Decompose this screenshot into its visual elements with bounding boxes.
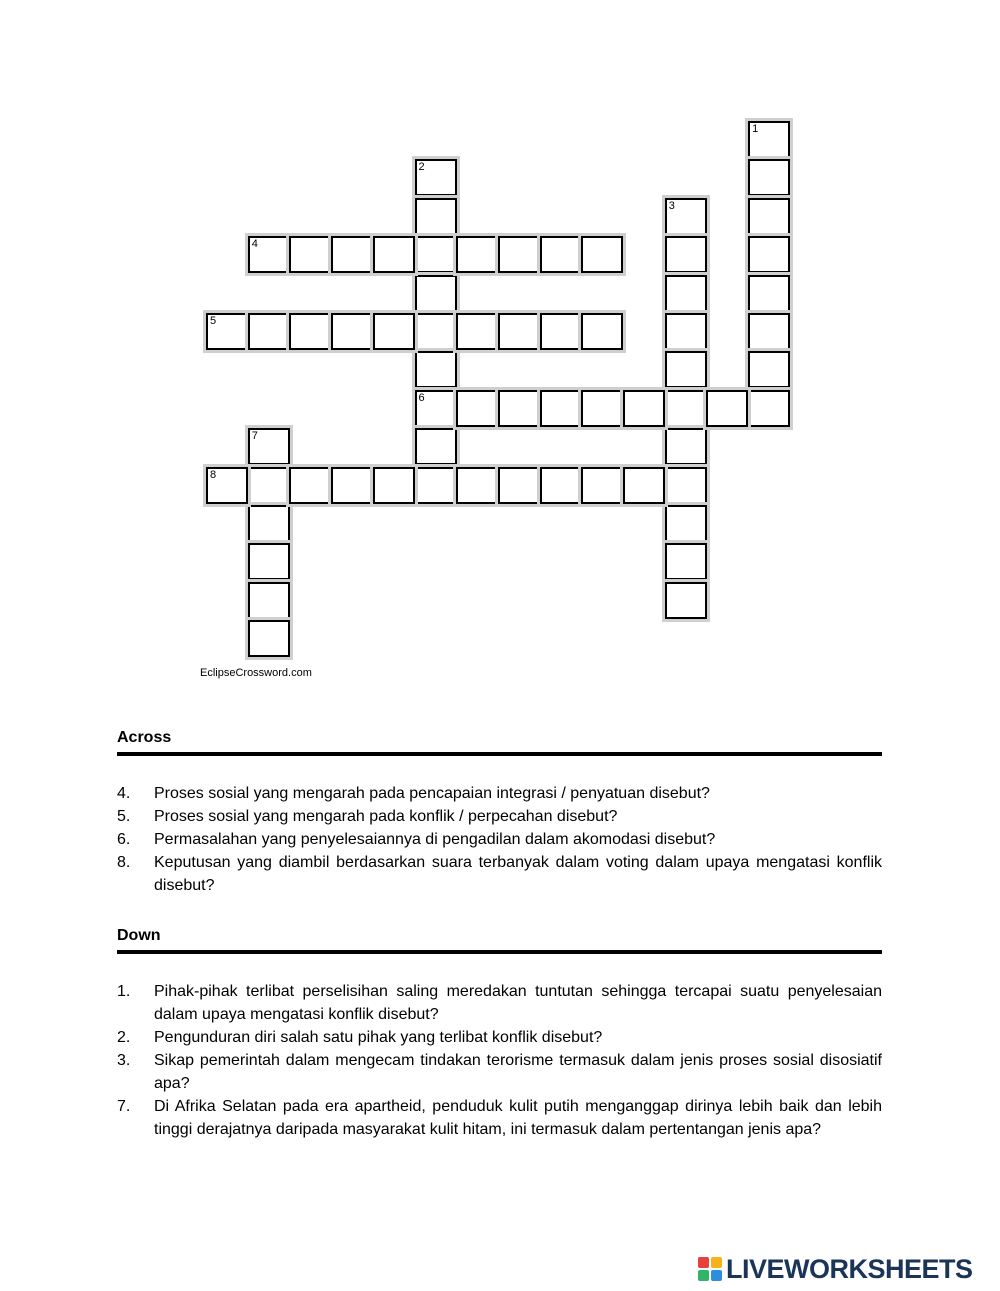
crossword-cell[interactable] (289, 236, 331, 273)
crossword-cell[interactable] (665, 390, 707, 427)
crossword-cell[interactable] (331, 236, 373, 273)
crossword-cell[interactable] (665, 582, 707, 619)
clue-text: Pihak-pihak terlibat perselisihan saling meredakan tuntutan sehingga tercapai suatu penyelesaian dalam upaya mengatasi konflik disebut? (154, 983, 882, 1023)
crossword-cell[interactable] (456, 236, 498, 273)
crossword-cell[interactable] (498, 313, 540, 350)
clue-text: Di Afrika Selatan pada era apartheid, penduduk kulit putih menganggap dirinya lebih baik dan lebih tinggi derajatnya daripada masyarakat kulit hitam, ini termasuk dalam pertentangan jenis apa? (154, 1098, 882, 1138)
crossword-cell[interactable] (415, 198, 457, 235)
logo-square-3 (698, 1270, 709, 1281)
crossword-cell[interactable] (748, 351, 790, 388)
crossword-cell[interactable] (581, 236, 623, 273)
crossword-cell[interactable] (665, 428, 707, 465)
clue-number-label: 4 (251, 238, 258, 251)
crossword-cell[interactable] (415, 236, 457, 273)
crossword-cell[interactable] (498, 390, 540, 427)
across-clue-list (117, 782, 882, 897)
crossword-cell[interactable] (748, 275, 790, 312)
crossword-cell[interactable] (248, 505, 290, 542)
crossword-cell[interactable] (373, 313, 415, 350)
crossword-cell[interactable] (665, 313, 707, 350)
clue-number: 1. (117, 983, 131, 1000)
crossword-cell[interactable] (665, 351, 707, 388)
crossword-cell[interactable] (748, 159, 790, 196)
logo-square-4 (711, 1270, 722, 1281)
crossword-cell[interactable] (415, 390, 457, 427)
crossword-cell[interactable] (665, 543, 707, 580)
crossword-cell[interactable] (456, 467, 498, 504)
crossword-cell[interactable] (581, 390, 623, 427)
crossword-cell[interactable] (748, 313, 790, 350)
clue-text: Proses sosial yang mengarah pada konflik / perpecahan disebut? (154, 808, 618, 825)
crossword-cell[interactable] (248, 620, 290, 657)
crossword-cell[interactable] (540, 390, 582, 427)
liveworksheets-logo[interactable] (698, 1253, 973, 1285)
clue-number: 7. (117, 1098, 131, 1115)
crossword-cell[interactable] (248, 467, 290, 504)
crossword-cell[interactable] (665, 275, 707, 312)
crossword-cell[interactable] (415, 159, 457, 196)
crossword-cell[interactable] (665, 467, 707, 504)
down-title: Down (117, 927, 161, 944)
clue-number: 6. (117, 831, 131, 848)
crossword-cell[interactable] (415, 275, 457, 312)
crossword-cell[interactable] (206, 313, 248, 350)
crossword-cell[interactable] (206, 467, 248, 504)
crossword-cell[interactable] (623, 390, 665, 427)
across-clue (117, 828, 882, 851)
crossword-cell[interactable] (665, 505, 707, 542)
across-title: Across (117, 729, 172, 746)
crossword-cell[interactable] (289, 313, 331, 350)
clue-number-label: 6 (418, 391, 425, 404)
crossword-credit: EclipseCrossword.com (200, 667, 312, 679)
crossword-cell[interactable] (248, 582, 290, 619)
logo-square-1 (698, 1257, 709, 1268)
clue-number: 3. (117, 1052, 131, 1069)
clue-number-label: 3 (668, 199, 675, 212)
crossword-cell[interactable] (665, 198, 707, 235)
across-clue (117, 805, 882, 828)
crossword-cell[interactable] (289, 467, 331, 504)
clue-number-label: 5 (210, 315, 217, 327)
clue-text: Pengunduran diri salah satu pihak yang terlibat konflik disebut? (154, 1029, 603, 1046)
crossword-cell[interactable] (248, 543, 290, 580)
down-clue-list (117, 980, 882, 1141)
clue-text: Permasalahan yang penyelesaiannya di pengadilan dalam akomodasi disebut? (154, 831, 716, 848)
crossword-cell[interactable] (456, 313, 498, 350)
crossword-cell[interactable] (331, 467, 373, 504)
clue-number: 2. (117, 1029, 131, 1046)
crossword-cell[interactable] (581, 313, 623, 350)
across-divider (117, 752, 882, 756)
crossword-cell[interactable] (540, 467, 582, 504)
crossword-cell[interactable] (581, 467, 623, 504)
down-divider (117, 950, 882, 954)
down-clue (117, 980, 882, 1026)
clue-number: 4. (117, 785, 131, 802)
crossword-cell[interactable] (540, 236, 582, 273)
logo-mark-icon (698, 1257, 722, 1281)
clue-text: Proses sosial yang mengarah pada pencapaian integrasi / penyatuan disebut? (154, 785, 710, 802)
clue-number-label: 7 (251, 430, 258, 443)
clue-number: 8. (117, 854, 131, 871)
crossword-cell[interactable] (415, 351, 457, 388)
crossword-cell[interactable] (415, 428, 457, 465)
crossword-cell[interactable] (540, 313, 582, 350)
crossword-cell[interactable] (706, 390, 748, 427)
crossword-cell[interactable] (248, 313, 290, 350)
down-clue (117, 1049, 882, 1095)
clue-text: Sikap pemerintah dalam mengecam tindakan terorisme termasuk dalam jenis proses sosial disosiatif apa? (154, 1052, 882, 1092)
clue-number: 5. (117, 808, 131, 825)
clue-number-label: 8 (210, 468, 217, 481)
crossword-cell[interactable] (748, 390, 790, 427)
across-clue (117, 782, 882, 805)
crossword-cell[interactable] (748, 121, 790, 158)
crossword-cell[interactable] (415, 313, 457, 350)
crossword-cell[interactable] (498, 467, 540, 504)
crossword-cell[interactable] (748, 236, 790, 273)
logo-text: LIVEWORKSHEETS (726, 1253, 973, 1284)
logo-square-2 (711, 1257, 722, 1268)
clue-text: Keputusan yang diambil berdasarkan suara terbanyak dalam voting dalam upaya mengatasi konflik disebut? (154, 854, 882, 894)
crossword-cell[interactable] (248, 428, 290, 465)
down-clue (117, 1095, 882, 1141)
crossword-cell[interactable] (456, 390, 498, 427)
down-clue (117, 1026, 882, 1049)
crossword-cell[interactable] (415, 467, 457, 504)
clue-number-label: 1 (752, 123, 759, 135)
crossword-cell[interactable] (665, 236, 707, 273)
across-clue (117, 851, 882, 897)
clue-number-label: 2 (418, 161, 425, 174)
crossword-cell[interactable] (623, 467, 665, 504)
crossword-cell[interactable] (248, 236, 290, 273)
crossword-cell[interactable] (373, 236, 415, 273)
crossword-cell[interactable] (498, 236, 540, 273)
crossword-cell[interactable] (748, 198, 790, 235)
crossword-cell[interactable] (331, 313, 373, 350)
crossword-cell[interactable] (373, 467, 415, 504)
